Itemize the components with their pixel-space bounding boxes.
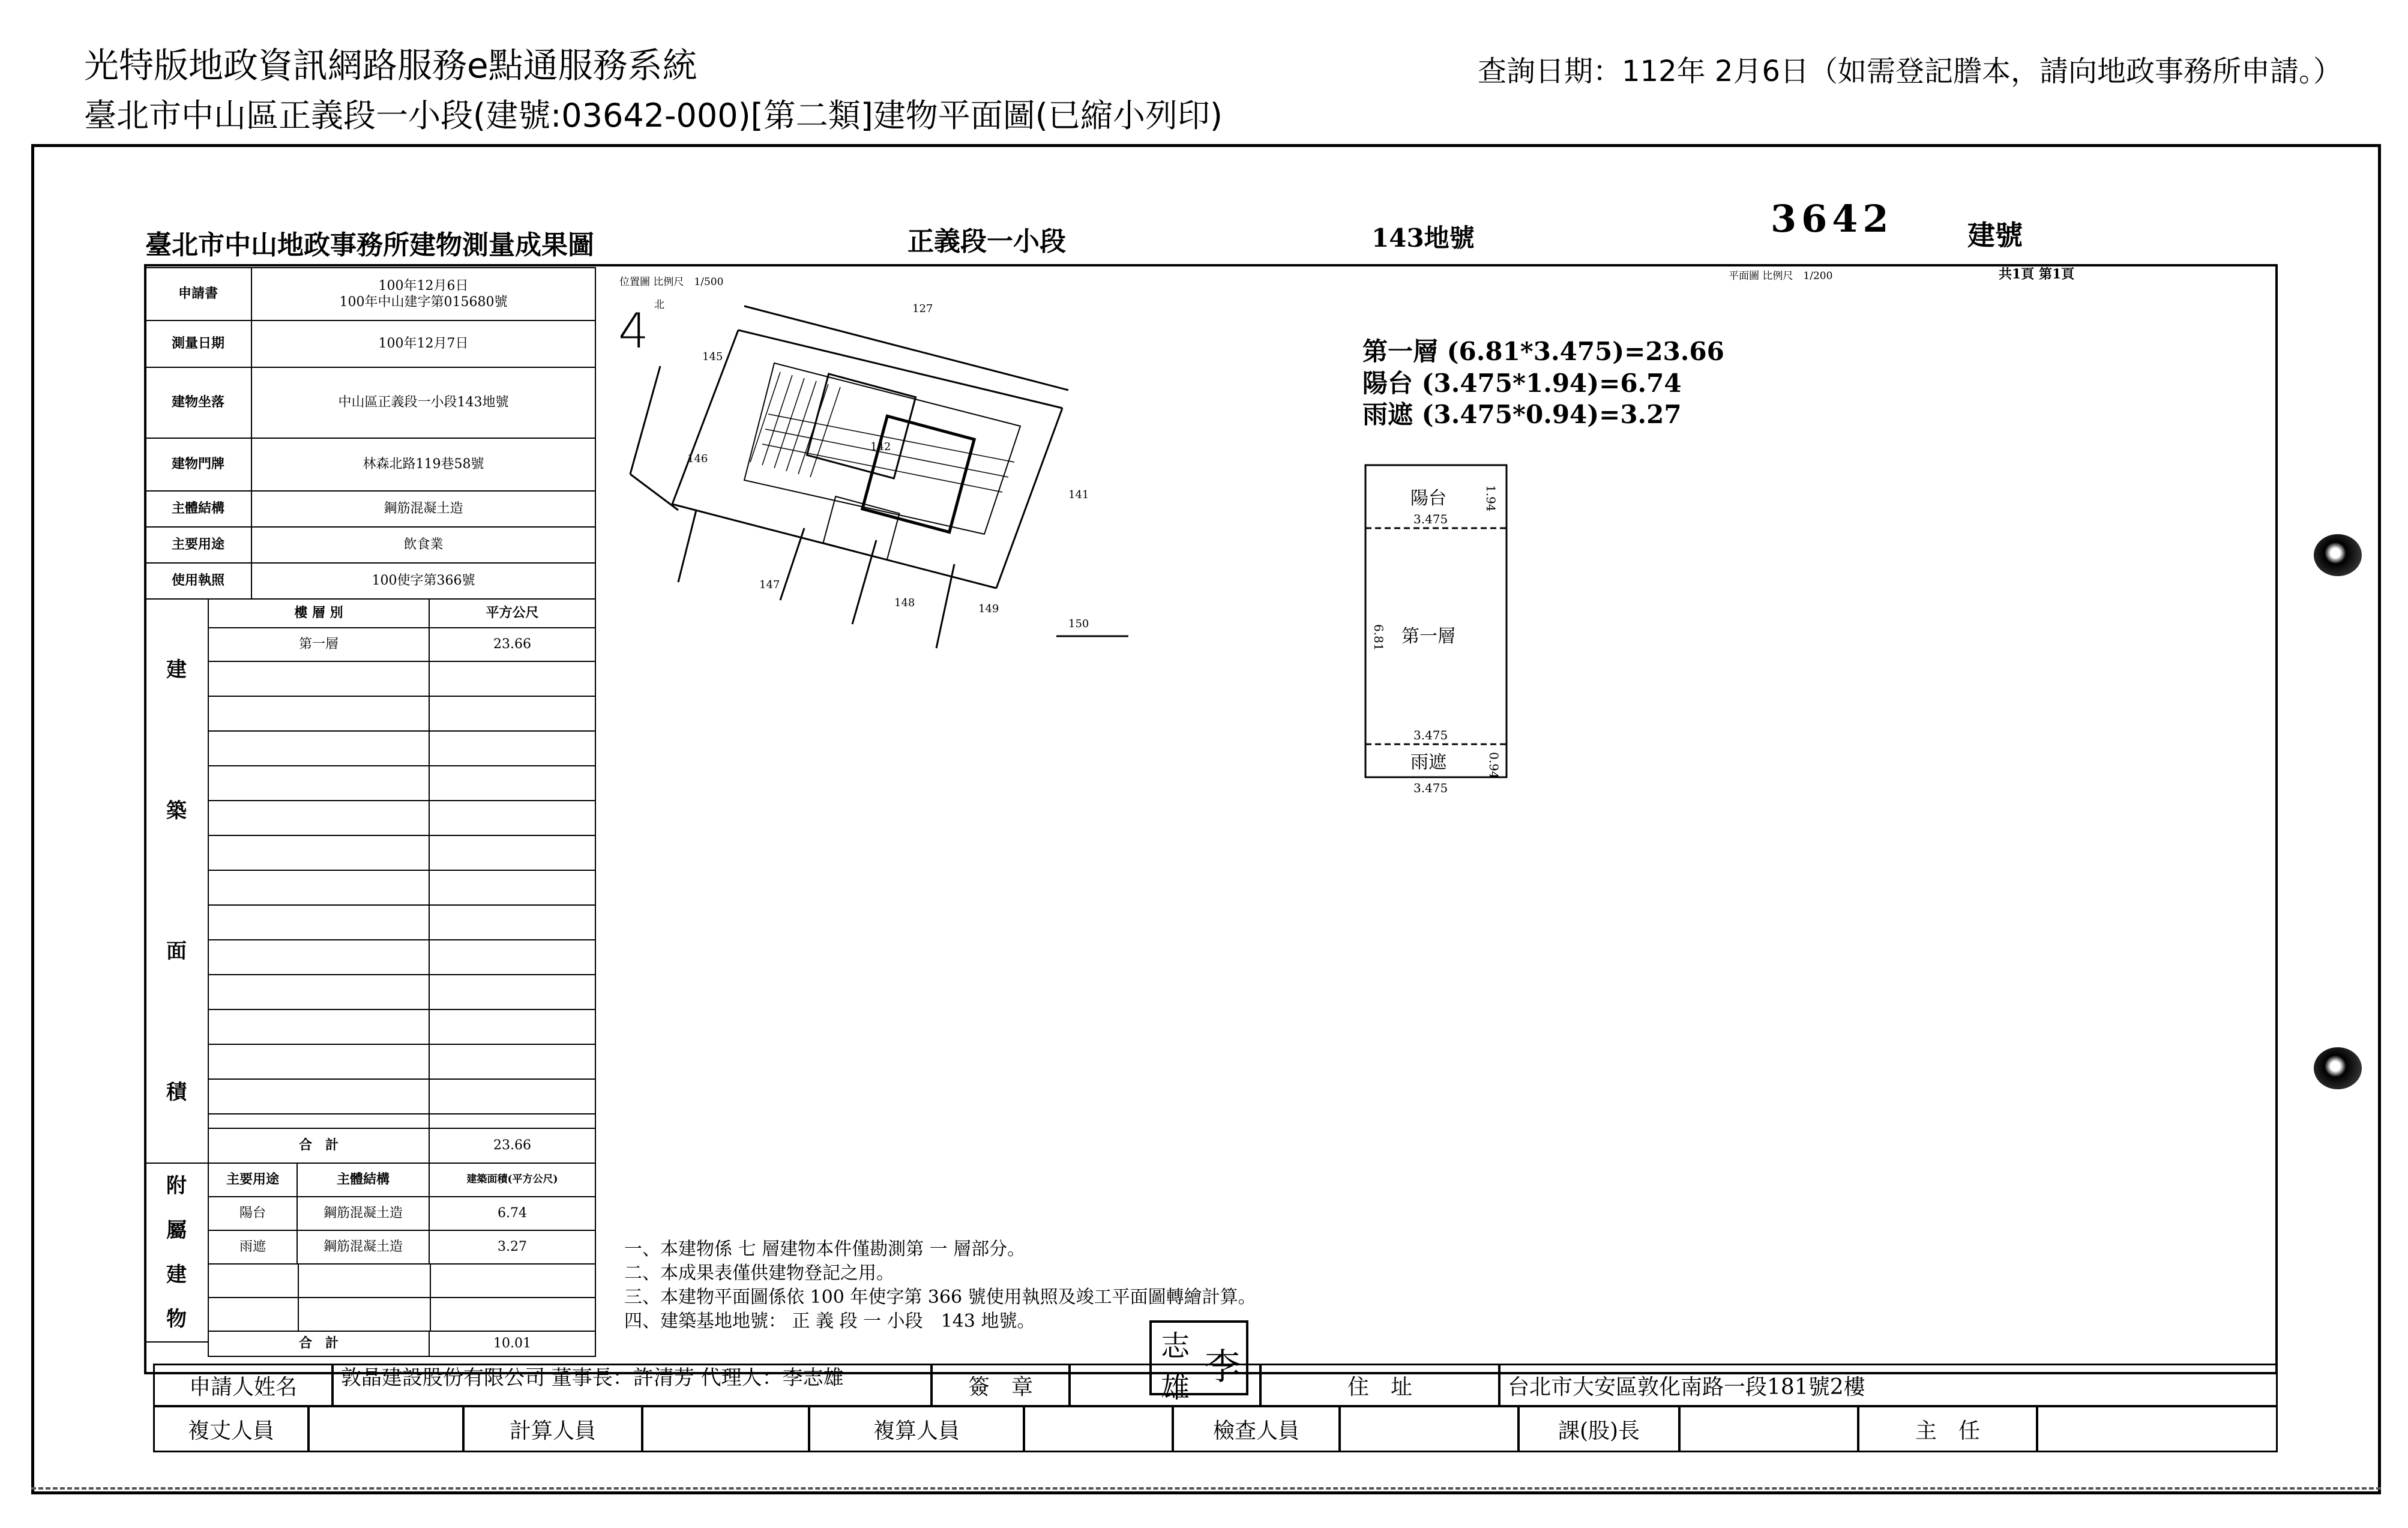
- calc-block: [1362, 336, 1724, 431]
- area-side-char: 築: [166, 798, 187, 823]
- location-label: 建物坐落: [144, 367, 252, 439]
- seal-char: 李: [1204, 1346, 1241, 1388]
- area-side-char: 積: [166, 1080, 187, 1104]
- sign-field: [1069, 1364, 1261, 1407]
- query-date: 查詢日期：112年 2月6日（如需登記謄本，請向地政事務所申請。）: [1478, 55, 2342, 88]
- use-value: 飲食業: [251, 526, 596, 564]
- director-label: 主 任: [1858, 1406, 2038, 1452]
- document-title: 臺北市中山地政事務所建物測量成果圖: [145, 230, 594, 260]
- door-value: 林森北路119巷58號: [251, 438, 596, 492]
- parcel-boundary: [738, 330, 1062, 408]
- surveyor-label: 複丈人員: [153, 1406, 309, 1452]
- annex-col-area: 建築面積(平方公尺): [429, 1163, 596, 1197]
- calc-line-floor: 第一層 (6.81*3.475)=23.66: [1362, 337, 1724, 366]
- lot-number: 143地號: [1371, 223, 1475, 253]
- plan-balcony-depth: 1.94: [1484, 485, 1498, 512]
- note-line: 一、本建物係 七 層建物本件僅勘測第 一 層部分。: [624, 1239, 1026, 1260]
- application-date: 100年12月6日: [378, 278, 469, 293]
- seal-char: 志: [1161, 1329, 1190, 1363]
- license-value: 100使字第366號: [251, 562, 596, 600]
- plan-canopy-label: 雨遮: [1410, 752, 1446, 773]
- building-number-label: 建號: [1967, 219, 2023, 251]
- annex-total-label: 合 計: [208, 1331, 430, 1357]
- director-field: [2036, 1406, 2278, 1452]
- notes-block: [624, 1238, 1256, 1334]
- bottom-rule: [31, 1487, 2381, 1490]
- parcel-boundary: [630, 474, 678, 510]
- parcel-boundary: [780, 528, 804, 600]
- section-head-label: 課(股)長: [1518, 1406, 1680, 1452]
- annex-row-structure: 鋼筋混凝土造: [296, 1196, 430, 1231]
- plan-floor-depth: 6.81: [1371, 624, 1386, 651]
- area-col-floor: 樓 層 別: [208, 598, 430, 628]
- system-title: 光特版地政資訊網路服務e點通服務系統: [84, 45, 697, 86]
- note-line: 三、本建物平面圖係依 100 年使字第 366 號使用執照及竣工平面圖轉繪計算。: [624, 1287, 1256, 1308]
- plan-scale: 平面圖 比例尺 1/200: [1729, 270, 1833, 282]
- annex-col-structure: 主體結構: [296, 1163, 430, 1197]
- address-label: 住 址: [1260, 1364, 1500, 1407]
- parcel-label: 142: [870, 441, 891, 453]
- area-row-floor: 第一層: [208, 627, 430, 662]
- plan-width-top: 3.475: [1413, 512, 1448, 526]
- inspect-label: 檢查人員: [1172, 1406, 1340, 1452]
- plan-width-bottom: 3.475: [1413, 781, 1448, 795]
- punch-hole-bottom: [2314, 1047, 2362, 1089]
- parcel-label: 150: [1068, 618, 1089, 630]
- annex-row-use: 雨遮: [208, 1230, 298, 1265]
- area-side-char: 面: [166, 939, 187, 963]
- parcel-boundary: [744, 306, 1068, 390]
- parcel-label: 146: [687, 453, 708, 465]
- annex-side-char: 物: [166, 1307, 187, 1331]
- survey-date-value: 100年12月7日: [251, 320, 596, 368]
- parcel-label: 141: [1068, 489, 1089, 501]
- application-value: [251, 267, 596, 321]
- area-total-value: 23.66: [429, 1128, 596, 1164]
- calc-line-canopy: 雨遮 (3.475*0.94)=3.27: [1362, 400, 1682, 429]
- structure-label: 主體結構: [144, 490, 252, 528]
- parcel-boundary: [852, 540, 876, 624]
- punch-hole-top: [2314, 534, 2362, 576]
- adjacent-building: [807, 374, 915, 478]
- area-side-label: [144, 598, 209, 1164]
- application-number: 100年中山建字第015680號: [339, 295, 508, 310]
- annex-row-use: 陽台: [208, 1196, 298, 1231]
- plan-floor-label: 第一層: [1401, 626, 1455, 647]
- note-line: 四、建築基地地號： 正 義 段 一 小段 143 地號。: [624, 1311, 1035, 1332]
- note-line: 二、本成果表僅供建物登記之用。: [624, 1263, 894, 1284]
- section-name: 正義段一小段: [908, 226, 1066, 257]
- annex-empty-rows: [208, 1263, 596, 1332]
- parcel-label: 149: [978, 603, 999, 615]
- sign-label: 簽 章: [931, 1364, 1070, 1407]
- recalc-label: 複算人員: [808, 1406, 1025, 1452]
- plan-canopy-depth: 0.94: [1487, 752, 1501, 779]
- annex-row-value: 3.27: [429, 1230, 596, 1265]
- license-label: 使用執照: [144, 562, 252, 600]
- north-label: 北: [654, 299, 664, 311]
- structure-value: 鋼筋混凝土造: [251, 490, 596, 528]
- plan-balcony-label: 陽台: [1410, 488, 1446, 509]
- building-number: 3642: [1771, 197, 1894, 241]
- parcel-boundary: [996, 408, 1062, 588]
- annex-side-char: 建: [166, 1262, 187, 1287]
- section-head-field: [1679, 1406, 1859, 1452]
- annex-side-label: [144, 1163, 209, 1343]
- calc-label: 計算人員: [463, 1406, 643, 1452]
- application-label: 申請書: [144, 267, 252, 321]
- parcel-boundary: [678, 510, 696, 582]
- annex-total-value: 10.01: [429, 1331, 596, 1357]
- applicant-value: 敦晶建設股份有限公司 董事長：許清芳 代理人：李志雄: [332, 1364, 932, 1407]
- parcel-label: 127: [912, 302, 933, 315]
- calc-field: [642, 1406, 810, 1452]
- door-label: 建物門牌: [144, 438, 252, 492]
- calc-line-balcony: 陽台 (3.475*1.94)=6.74: [1362, 368, 1682, 398]
- north-arrow-icon: 4: [618, 303, 649, 359]
- parcel-boundary: [936, 564, 954, 648]
- surveyor-field: [308, 1406, 464, 1452]
- document-subtitle: 臺北市中山區正義段一小段(建號:03642-000)[第二類]建物平面圖(已縮小列印): [84, 97, 1223, 134]
- survey-date-label: 測量日期: [144, 320, 252, 368]
- parcel-label: 147: [759, 579, 780, 591]
- annex-col-use: 主要用途: [208, 1163, 298, 1197]
- floor-plan: [1350, 456, 1531, 798]
- inspect-field: [1339, 1406, 1519, 1452]
- applicant-label: 申請人姓名: [153, 1364, 333, 1407]
- annex-row-structure: 鋼筋混凝土造: [296, 1230, 430, 1265]
- area-total-label: 合 計: [208, 1128, 430, 1164]
- plan-width-mid: 3.475: [1413, 728, 1448, 742]
- parcel-label: 145: [702, 350, 723, 363]
- parcel-label: 148: [894, 597, 915, 609]
- area-row-value: 23.66: [429, 627, 596, 662]
- annex-side-char: 屬: [166, 1218, 187, 1242]
- location-map: [600, 264, 1140, 660]
- use-label: 主要用途: [144, 526, 252, 564]
- area-empty-rows: [208, 661, 596, 1129]
- seal-char: 雄: [1161, 1371, 1190, 1404]
- area-col-value: 平方公尺: [429, 598, 596, 628]
- address-value: 台北市大安區敦化南路一段181號2樓: [1499, 1364, 2278, 1407]
- annex-row-value: 6.74: [429, 1196, 596, 1231]
- page-count: 共1頁 第1頁: [1999, 266, 2075, 282]
- parcel-boundary: [630, 366, 660, 474]
- location-scale: 位置圖 比例尺 1/500: [619, 276, 724, 288]
- recalc-field: [1023, 1406, 1173, 1452]
- area-side-char: 建: [166, 658, 187, 682]
- location-value: 中山區正義段一小段143地號: [251, 367, 596, 439]
- annex-side-char: 附: [166, 1173, 187, 1198]
